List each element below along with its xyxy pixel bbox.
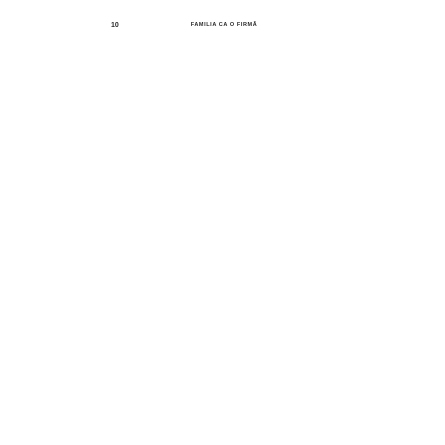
- running-header: [111, 22, 337, 34]
- page-number: 10: [111, 22, 119, 29]
- running-title: FAMILIA CA O FIRMĂ: [190, 22, 258, 28]
